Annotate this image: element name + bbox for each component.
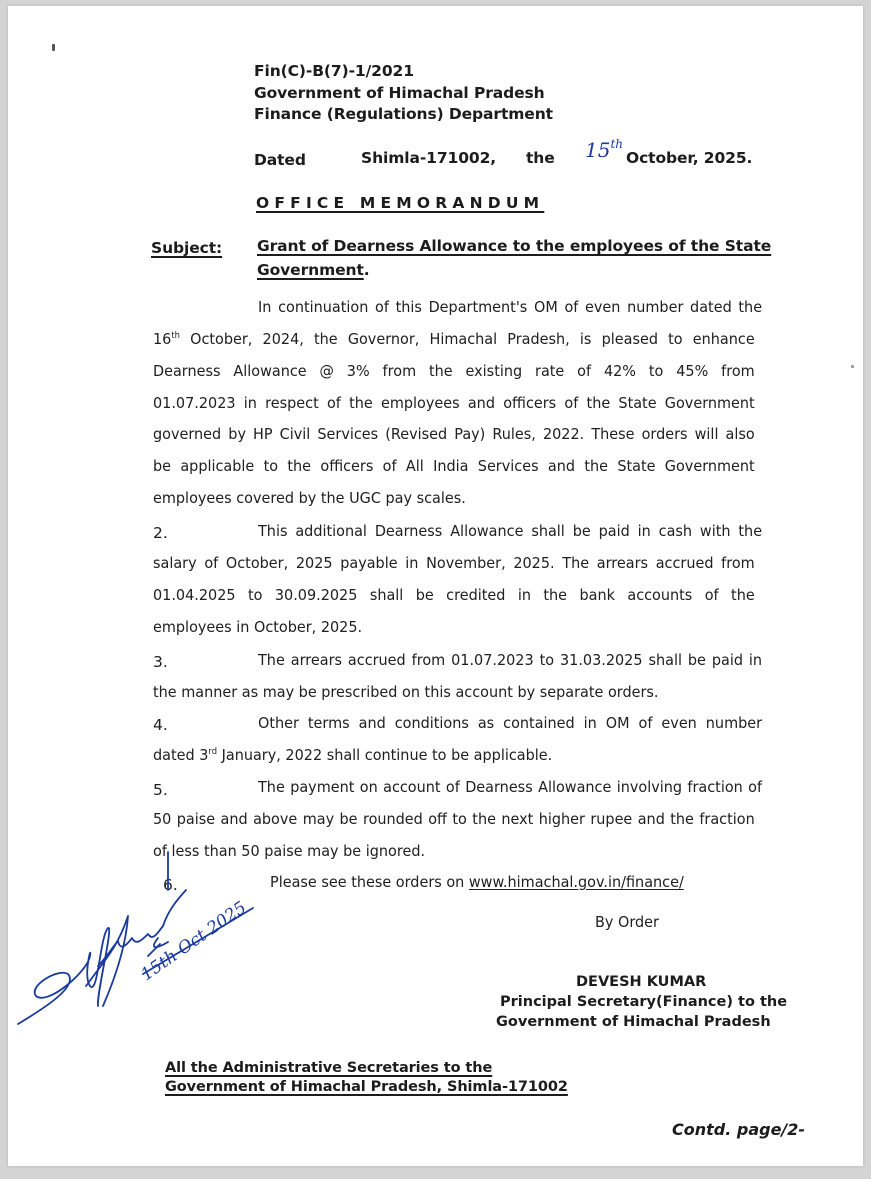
handwritten-signature-icon [8, 846, 268, 1046]
subject-line-1: Grant of Dearness Allowance to the employees of the State [257, 237, 772, 255]
addressee-line-2: Government of Himachal Pradesh, Shimla-171002 [165, 1079, 568, 1095]
subject-text [257, 237, 771, 255]
dated-the: the [526, 149, 555, 167]
dated-place: Shimla-171002, [361, 149, 497, 167]
handwritten-day [585, 138, 623, 162]
para6-line1 [270, 873, 684, 891]
para4-line2-text: January, 2022 shall continue to be applicable. [221, 746, 553, 764]
dated-month-year: October, 2025. [626, 149, 753, 167]
subject-line-2-period: . [363, 261, 370, 279]
file-number: Fin(C)-B(7)-1/2021 [254, 62, 414, 80]
scan-artifact [52, 44, 55, 51]
para1-line6: be applicable to the officers of All India Services and the State Government [153, 457, 755, 475]
addressee-line-1: All the Administrative Secretaries to the [165, 1060, 493, 1076]
continued-note: Contd. page/2- [672, 1120, 806, 1139]
para3-number: 3. [153, 653, 168, 671]
para4-date-sup: rd [208, 747, 218, 757]
handwritten-day-number: 15 [585, 138, 611, 162]
para3-line2: the manner as may be prescribed on this account by separate orders. [153, 683, 659, 701]
para4-line2 [153, 745, 755, 765]
memorandum-page [8, 6, 863, 1166]
by-order: By Order [595, 913, 659, 931]
para3-line1: The arrears accrued from 01.07.2023 to 31.03.2025 shall be paid in [258, 651, 763, 669]
para4-dated-3: dated 3 [153, 746, 209, 764]
para2-line4: employees in October, 2025. [153, 618, 363, 636]
para1-line2-text: October, 2024, the Governor, Himachal Pradesh, is pleased to enhance [190, 330, 755, 348]
finance-orders-link[interactable]: www.himachal.gov.in/finance/ [468, 873, 684, 891]
para1-line3: Dearness Allowance @ 3% from the existing rate of 42% to 45% from [153, 362, 755, 380]
handwritten-date-note: 15th Oct 2025 [137, 897, 251, 986]
para1-date-sup: th [171, 331, 180, 341]
memorandum-title: OFFICE MEMORANDUM [256, 194, 545, 212]
department-name: Finance (Regulations) Department [254, 105, 553, 123]
para5-line2: 50 paise and above may be rounded off to the next higher rupee and the fraction [153, 810, 755, 828]
subject-text-2 [257, 261, 370, 279]
para5-line1: The payment on account of Dearness Allowance involving fraction of [258, 778, 763, 796]
para1-line1: In continuation of this Department's OM of even number dated the [258, 298, 763, 316]
para2-line3: 01.04.2025 to 30.09.2025 shall be credited in the bank accounts of the [153, 586, 755, 604]
para1-line2 [153, 329, 755, 349]
para1-date-day: 16 [153, 330, 172, 348]
para2-number: 2. [153, 524, 168, 542]
para6-number: 6. [163, 876, 178, 894]
dated-label: Dated [254, 151, 306, 169]
government-name: Government of Himachal Pradesh [254, 84, 545, 102]
para1-line2-date [153, 330, 180, 348]
scan-artifact [851, 365, 854, 368]
para2-line1: This additional Dearness Allowance shall be paid in cash with the [258, 522, 763, 540]
signatory-name: DEVESH KUMAR [576, 974, 707, 990]
para2-line2: salary of October, 2025 payable in November, 2025. The arrears accrued from [153, 554, 755, 572]
subject-label: Subject: [151, 239, 223, 257]
para1-line7: employees covered by the UGC pay scales. [153, 489, 466, 507]
signatory-designation-2: Government of Himachal Pradesh [496, 1014, 771, 1030]
para5-line3: of less than 50 paise may be ignored. [153, 842, 426, 860]
para5-number: 5. [153, 781, 168, 799]
para1-line4: 01.07.2023 in respect of the employees and officers of the State Government [153, 394, 755, 412]
para4-number: 4. [153, 716, 168, 734]
para4-line1: Other terms and conditions as contained in OM of even number [258, 714, 763, 732]
para1-line5: governed by HP Civil Services (Revised Pay) Rules, 2022. These orders will also [153, 425, 755, 443]
subject-line-2: Government [257, 261, 364, 279]
para6-text: Please see these orders on [270, 873, 469, 891]
signatory-designation-1: Principal Secretary(Finance) to the [500, 994, 788, 1010]
handwritten-day-suffix: th [610, 137, 624, 151]
